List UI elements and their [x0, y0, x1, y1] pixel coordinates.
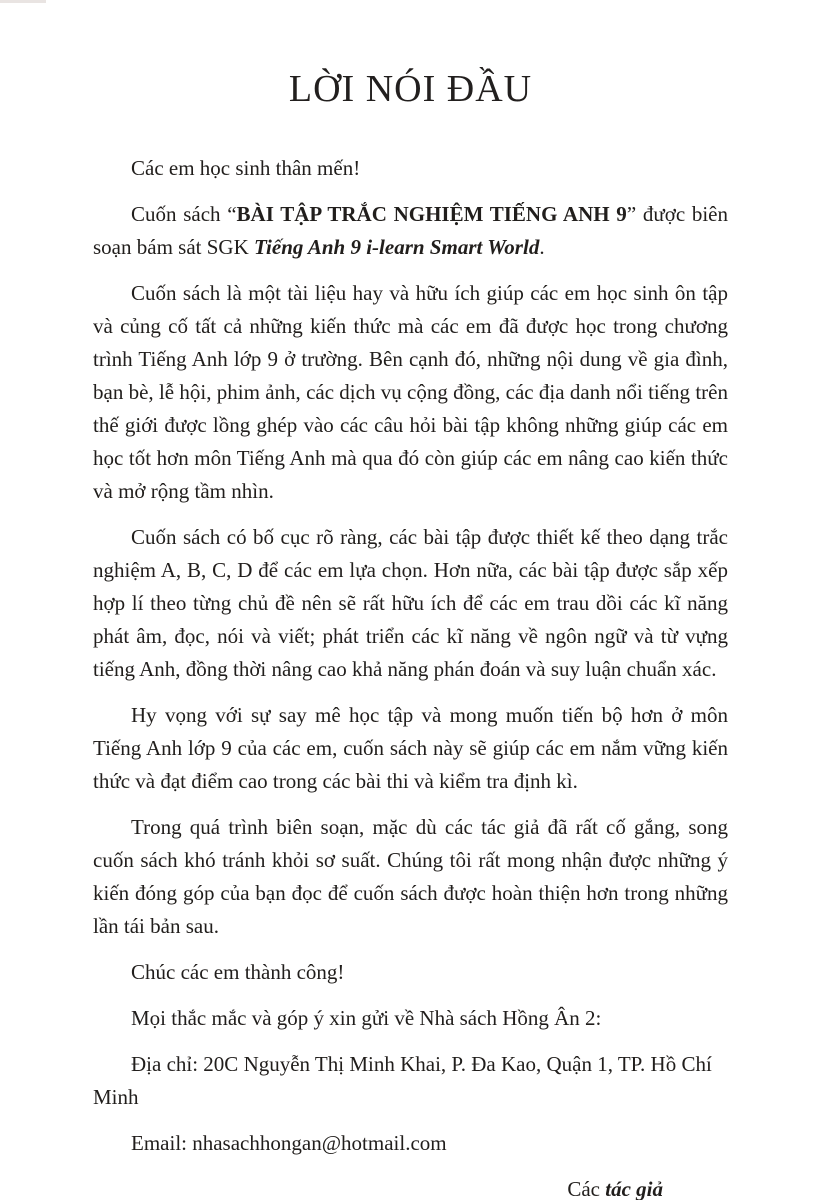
- paragraph-wish: Chúc các em thành công!: [131, 960, 345, 984]
- paragraph-contact-intro: Mọi thắc mắc và góp ý xin gửi về Nhà sách Hồng Ân 2:: [131, 1006, 602, 1030]
- signature-authors: tác giả: [605, 1177, 663, 1200]
- intro-book-series-title: BÀI TẬP TRẮC NGHIỆM TIẾNG ANH 9: [236, 202, 627, 226]
- paragraph-intro: [93, 198, 728, 264]
- page-title: LỜI NÓI ĐẦU: [288, 68, 533, 110]
- intro-text-mid: ” được biên soạn bám sát SGK: [93, 202, 728, 259]
- signature-prefix: Các: [567, 1177, 606, 1200]
- paragraph-email: Email: nhasachhongan@hotmail.com: [131, 1131, 447, 1155]
- scan-artifact: [0, 0, 46, 3]
- intro-text-pre: Cuốn sách “: [131, 202, 237, 226]
- intro-textbook-name: Tiếng Anh 9 i-learn Smart World: [254, 235, 540, 259]
- paragraph-greeting: Các em học sinh thân mến!: [131, 156, 361, 180]
- signature-line: [93, 1173, 728, 1200]
- paragraph-body-4: Trong quá trình biên soạn, mặc dù các tác giả đã rất cố gắng, song cuốn sách khó tránh khỏi sơ suất. Chúng tôi rất mong nhận được những ý kiến đóng góp của bạn đọc để cuốn sách được hoàn thiện hơn trong những lần tái bản sau.: [93, 815, 728, 938]
- paragraph-body-3: Hy vọng với sự say mê học tập và mong muốn tiến bộ hơn ở môn Tiếng Anh lớp 9 của các em, cuốn sách này sẽ giúp các em nắm vững kiến thức và đạt điểm cao trong các bài thi và kiểm tra định kì.: [93, 703, 728, 793]
- intro-text-post: .: [539, 235, 545, 259]
- paragraph-address: Địa chỉ: 20C Nguyễn Thị Minh Khai, P. Đa Kao, Quận 1, TP. Hồ Chí Minh: [93, 1052, 712, 1109]
- paragraph-body-2: Cuốn sách có bố cục rõ ràng, các bài tập được thiết kế theo dạng trắc nghiệm A, B, C, D để các em lựa chọn. Hơn nữa, các bài tập được sắp xếp hợp lí theo từng chủ đề nên sẽ rất hữu ích để các em trau dồi các kĩ năng phát âm, đọc, nói và viết; phát triển các kĩ năng về ngôn ngữ và từ vựng tiếng Anh, đồng thời nâng cao khả năng phán đoán và suy luận chuẩn xác.: [93, 525, 728, 681]
- paragraph-body-1: Cuốn sách là một tài liệu hay và hữu ích giúp các em học sinh ôn tập và củng cố tất cả những kiến thức mà các em đã được học trong chương trình Tiếng Anh lớp 9 ở trường. Bên cạnh đó, những nội dung về gia đình, bạn bè, lễ hội, phim ảnh, các dịch vụ cộng đồng, các địa danh nổi tiếng trên thế giới được lồng ghép vào các câu hỏi bài tập không những giúp các em học tốt hơn môn Tiếng Anh mà qua đó còn giúp các em nâng cao kiến thức và mở rộng tầm nhìn.: [93, 281, 728, 503]
